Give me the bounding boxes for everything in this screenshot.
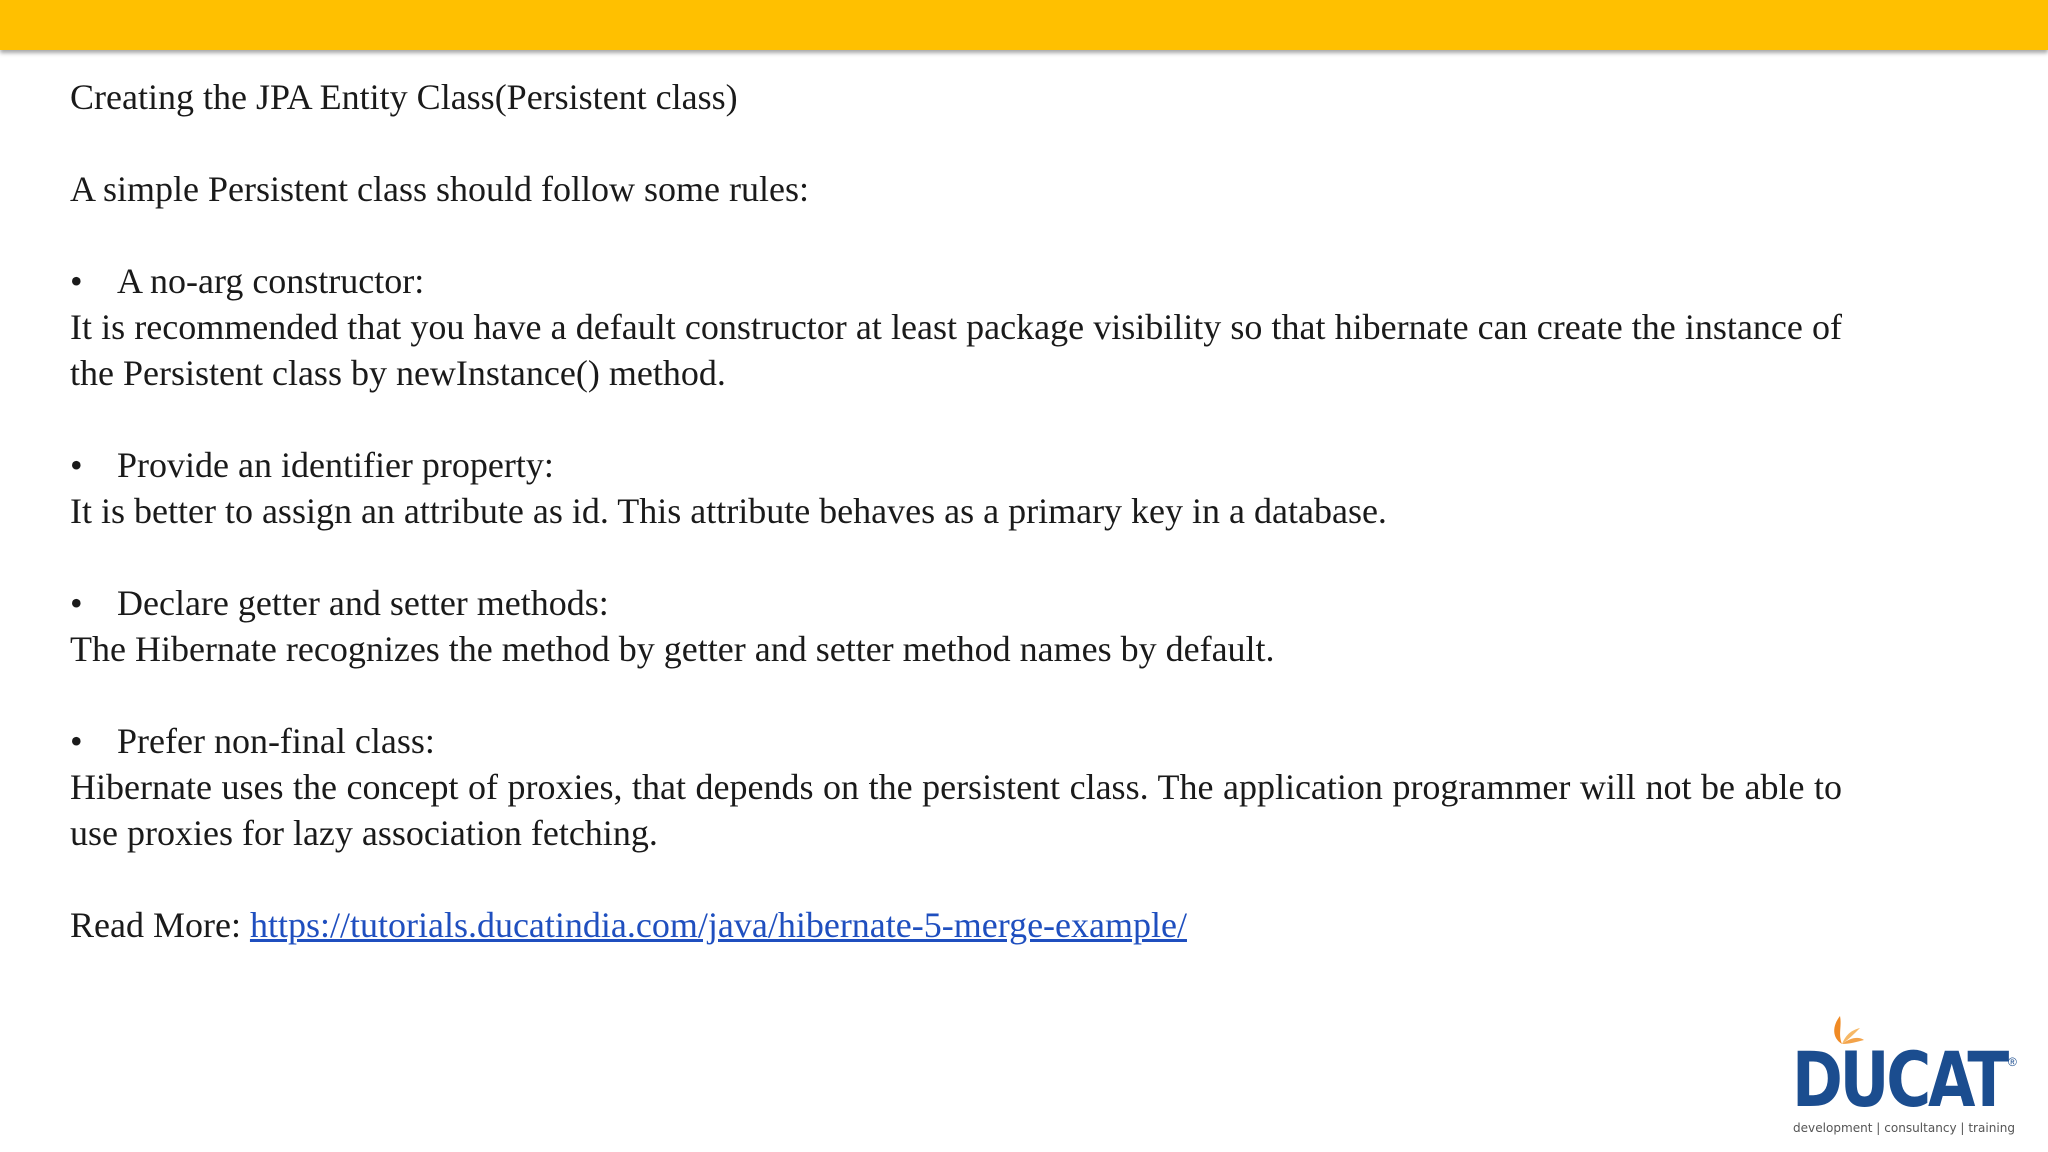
rule-body-identifier-property: It is better to assign an attribute as id. This attribute behaves as a primary key in a database. bbox=[70, 491, 1387, 531]
rule-heading-no-arg-constructor bbox=[70, 258, 424, 304]
read-more-label: Read More: bbox=[70, 905, 250, 945]
rule-heading-label: Provide an identifier property: bbox=[117, 445, 554, 485]
read-more-line bbox=[70, 902, 1187, 948]
slide-title: Creating the JPA Entity Class(Persistent class) bbox=[70, 77, 738, 117]
ducat-logo bbox=[1792, 1012, 2024, 1138]
bullet-icon: • bbox=[70, 261, 83, 301]
rule-heading-getter-setter bbox=[70, 580, 609, 626]
rule-body-getter-setter: The Hibernate recognizes the method by getter and setter method names by default. bbox=[70, 629, 1275, 669]
read-more-link[interactable]: https://tutorials.ducatindia.com/java/hibernate-5-merge-example/ bbox=[249, 905, 1187, 945]
bullet-icon: • bbox=[70, 583, 83, 623]
rule-body-non-final-class: Hibernate uses the concept of proxies, that depends on the persistent class. The application programmer will not be able to use proxies for lazy association fetching. bbox=[70, 767, 1842, 853]
rule-heading-non-final-class bbox=[70, 718, 435, 764]
rule-body-no-arg-constructor: It is recommended that you have a default constructor at least package visibility so that hibernate can create the instance of the Persistent class by newInstance() method. bbox=[70, 307, 1842, 393]
ducat-logo-graphic bbox=[1792, 1012, 2024, 1138]
top-accent-bar bbox=[0, 0, 2048, 50]
svg-text:DUCAT: DUCAT bbox=[1792, 1035, 2010, 1124]
rule-heading-label: Prefer non-final class: bbox=[117, 721, 435, 761]
registered-mark: ® bbox=[2008, 1055, 2017, 1069]
bullet-icon: • bbox=[70, 721, 83, 761]
intro-text: A simple Persistent class should follow some rules: bbox=[70, 169, 809, 209]
rule-heading-label: Declare getter and setter methods: bbox=[117, 583, 609, 623]
ducat-tagline: development | consultancy | training bbox=[1793, 1120, 2015, 1135]
rule-heading-label: A no-arg constructor: bbox=[117, 261, 425, 301]
bullet-icon: • bbox=[70, 445, 83, 485]
rule-heading-identifier-property bbox=[70, 442, 554, 488]
